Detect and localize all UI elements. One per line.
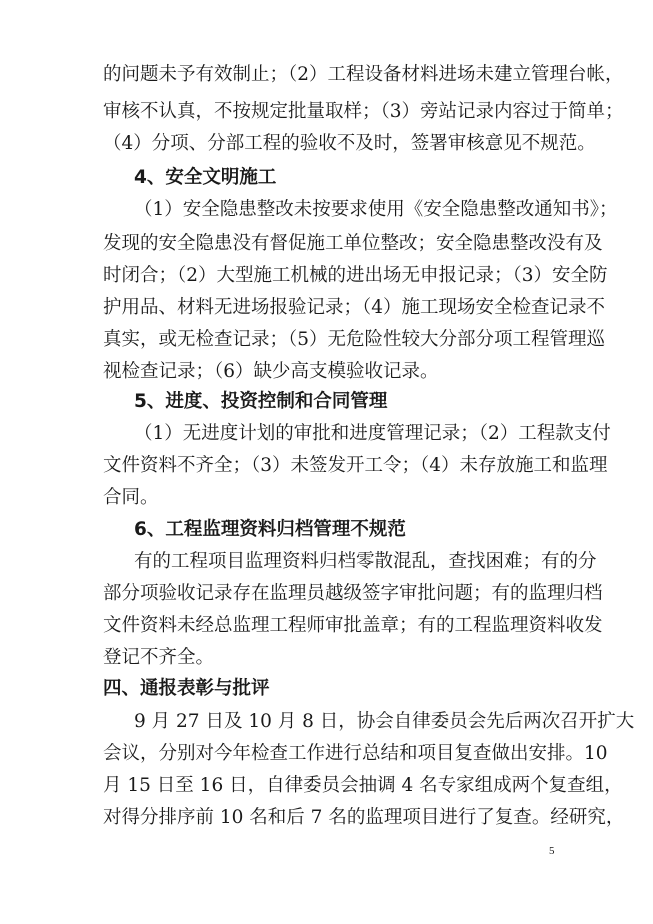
section-heading-schedule: 5、进度、投资控制和合同管理 [134,391,388,412]
body-text-line: 视检查记录；（6）缺少高支模验收记录。 [103,361,439,382]
body-text-line: 有的工程项目监理资料归档零散混乱，查找困难；有的分 [134,551,597,572]
body-text-line: 对得分排序前 10 名和后 7 名的监理项目进行了复查。经研究， [103,807,625,828]
section-heading-archive: 6、工程监理资料归档管理不规范 [134,519,406,540]
body-text-line: 部分项验收记录存在监理员越级签字审批问题；有的监理归档 [103,583,603,604]
body-text-line: 会议，分别对今年检查工作进行总结和项目复查做出安排。10 [103,743,608,764]
body-text-line: （1）无进度计划的审批和进度管理记录；（2）工程款支付 [134,423,611,444]
body-text-line: 文件资料未经总监理工程师审批盖章；有的工程监理资料收发 [103,615,603,636]
body-text-line: 登记不齐全。 [103,647,215,668]
body-text-line: （4）分项、分部工程的验收不及时，签署审核意见不规范。 [103,133,596,154]
body-text-line: 文件资料不齐全；（3）未签发开工令；（4）未存放施工和监理 [103,455,608,476]
body-text-line: 月 15 日至 16 日，自律委员会抽调 4 名专家组成两个复查组， [103,775,623,796]
body-text-line: 时闭合；（2）大型施工机械的进出场无申报记录；（3）安全防 [103,265,608,286]
body-text-line: 真实，或无检查记录；（5）无危险性较大分部分项工程管理巡 [103,329,606,350]
section-heading-safety: 4、安全文明施工 [134,167,277,188]
page-number: 5 [549,845,555,857]
body-text-line: 发现的安全隐患没有督促施工单位整改；安全隐患整改没有及 [103,233,603,254]
body-text-line: 合同。 [103,487,159,508]
part-heading-commendation: 四、通报表彰与批评 [103,678,270,699]
body-text-line: 护用品、材料无进场报验记录；（4）施工现场安全检查记录不 [103,297,606,318]
body-text-line: 审核不认真，不按规定批量取样；（3）旁站记录内容过于简单； [103,101,624,122]
body-text-line: （1）安全隐患整改未按要求使用《安全隐患整改通知书》； [134,199,618,220]
body-text-line: 的问题未予有效制止；（2）工程设备材料进场未建立管理台帐， [103,64,624,85]
body-text-line: 9 月 27 日及 10 月 8 日，协会自律委员会先后两次召开扩大 [134,711,635,732]
